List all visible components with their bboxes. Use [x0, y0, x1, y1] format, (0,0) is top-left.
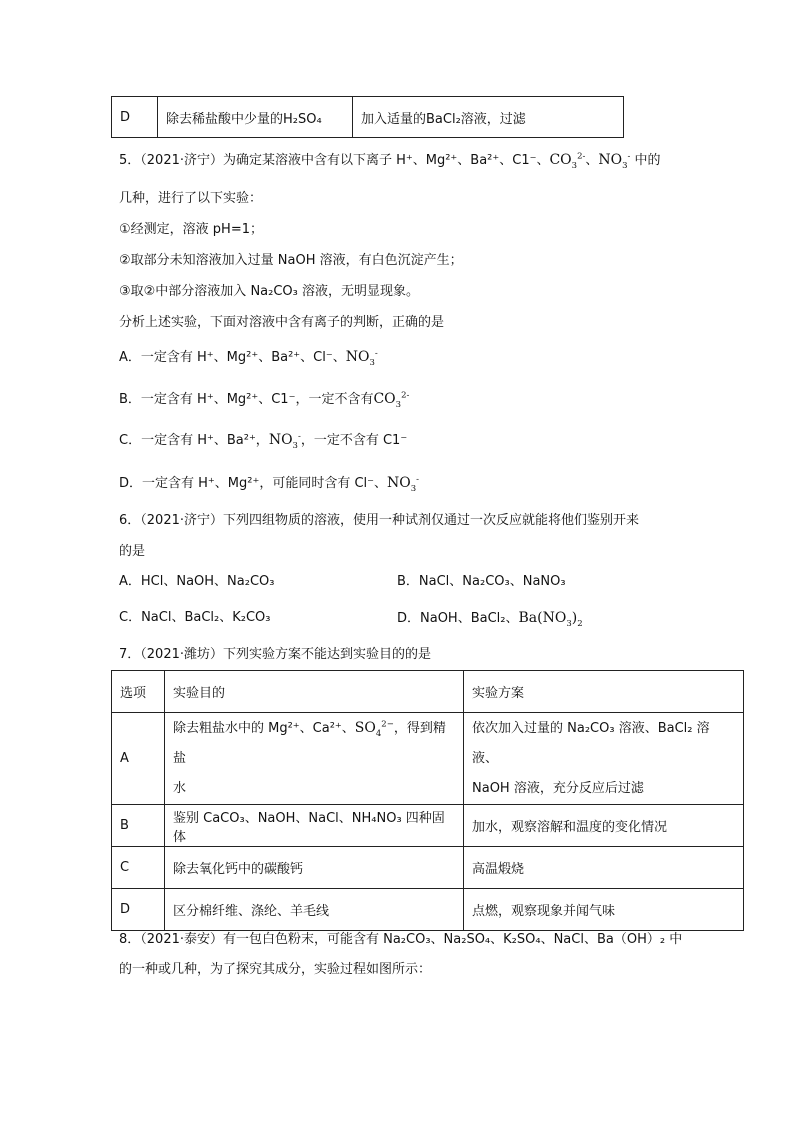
table-cell: D [112, 889, 165, 931]
q6-option-a: A．HCl、NaOH、Na₂CO₃ [119, 574, 275, 589]
carbonate-ion: $CO_3^{2-}$ [549, 151, 586, 171]
q8-line1: 8．（2021·泰安）有一包白色粉末，可能含有 Na₂CO₃、Na₂SO₄、K₂SO₄、NaCl、Ba（OH）₂ 中 [119, 932, 683, 947]
q7-table [111, 670, 744, 931]
q5-analysis: 分析上述实验，下面对溶液中含有离子的判断，正确的是 [119, 315, 445, 330]
q6-option-c: C．NaCl、BaCl₂、K₂CO₃ [119, 610, 271, 625]
table-cell: 除去粗盐水中的 Mg²⁺、Ca²⁺、$SO_4^{2-}$，得到精盐 水 [165, 713, 464, 805]
top-table-label: D [112, 97, 158, 138]
table-cell: 区分棉纤维、涤纶、羊毛线 [165, 889, 464, 931]
q6-stem-line1: 6．（2021·济宁）下列四组物质的溶液，使用一种试剂仅通过一次反应就能将他们鉴别开来 [119, 513, 639, 528]
table-row [112, 713, 744, 805]
table-cell: 点燃，观察现象并闻气味 [464, 889, 744, 931]
table-header: 选项 [112, 671, 165, 713]
table-cell: 鉴别 CaCO₃、NaOH、NaCl、NH₄NO₃ 四种固体 [165, 805, 464, 847]
table-cell: C [112, 847, 165, 889]
top-table-purpose: 除去稀盐酸中少量的H₂SO₄ [158, 97, 353, 138]
q5-exp3: ③取②中部分溶液加入 Na₂CO₃ 溶液，无明显现象。 [119, 284, 419, 299]
q8-line2: 的一种或几种，为了探究其成分，实验过程如图所示： [119, 962, 432, 977]
q5-option-c: C．一定含有 H⁺、Ba²⁺，$NO_3^-$，一定不含有 C1⁻ [119, 431, 408, 451]
q6-stem-line2: 的是 [119, 544, 146, 559]
q7-stem: 7．（2021·潍坊）下列实验方案不能达到实验目的的是 [119, 647, 431, 662]
q5-stem-line1: 5．（2021·济宁）为确定某溶液中含有以下离子 H⁺、Mg²⁺、Ba²⁺、C1⁻、$CO_3^{2-}$、$NO_3^-$ 中的 [119, 151, 661, 171]
table-header: 实验目的 [165, 671, 464, 713]
table-row [112, 671, 744, 713]
table-cell: B [112, 805, 165, 847]
q5-option-b: B．一定含有 H⁺、Mg²⁺、C1⁻，一定不含有$CO_3^{2-}$ [119, 390, 410, 410]
q6-option-b: B．NaCl、Na₂CO₃、NaNO₃ [397, 574, 566, 589]
table-cell: 依次加入过量的 Na₂CO₃ 溶液、BaCl₂ 溶液、 NaOH 溶液，充分反应后过滤 [464, 713, 744, 805]
q5-stem-line2: 几种，进行了以下实验： [119, 191, 263, 206]
table-cell: 高温煅烧 [464, 847, 744, 889]
table-row [112, 805, 744, 847]
top-table-method: 加入适量的BaCl₂溶液，过滤 [353, 97, 624, 138]
q6-option-d: D．NaOH、BaCl₂、$Ba(NO_3)_2$ [397, 610, 583, 629]
table-cell: 除去氧化钙中的碳酸钙 [165, 847, 464, 889]
table-row [112, 847, 744, 889]
q5-exp2: ②取部分未知溶液加入过量 NaOH 溶液，有白色沉淀产生； [119, 253, 463, 268]
q5-exp1: ①经测定，溶液 pH=1； [119, 222, 263, 237]
top-table [111, 96, 624, 138]
table-header: 实验方案 [464, 671, 744, 713]
table-cell: 加水，观察溶解和温度的变化情况 [464, 805, 744, 847]
nitrate-ion: $NO_3^-$ [598, 151, 631, 171]
table-cell: A [112, 713, 165, 805]
q5-option-d: D．一定含有 H⁺、Mg²⁺，可能同时含有 Cl⁻、$NO_3^-$ [119, 474, 420, 494]
table-row [112, 889, 744, 931]
q5-option-a: A．一定含有 H⁺、Mg²⁺、Ba²⁺、Cl⁻、$NO_3^-$ [119, 348, 378, 368]
